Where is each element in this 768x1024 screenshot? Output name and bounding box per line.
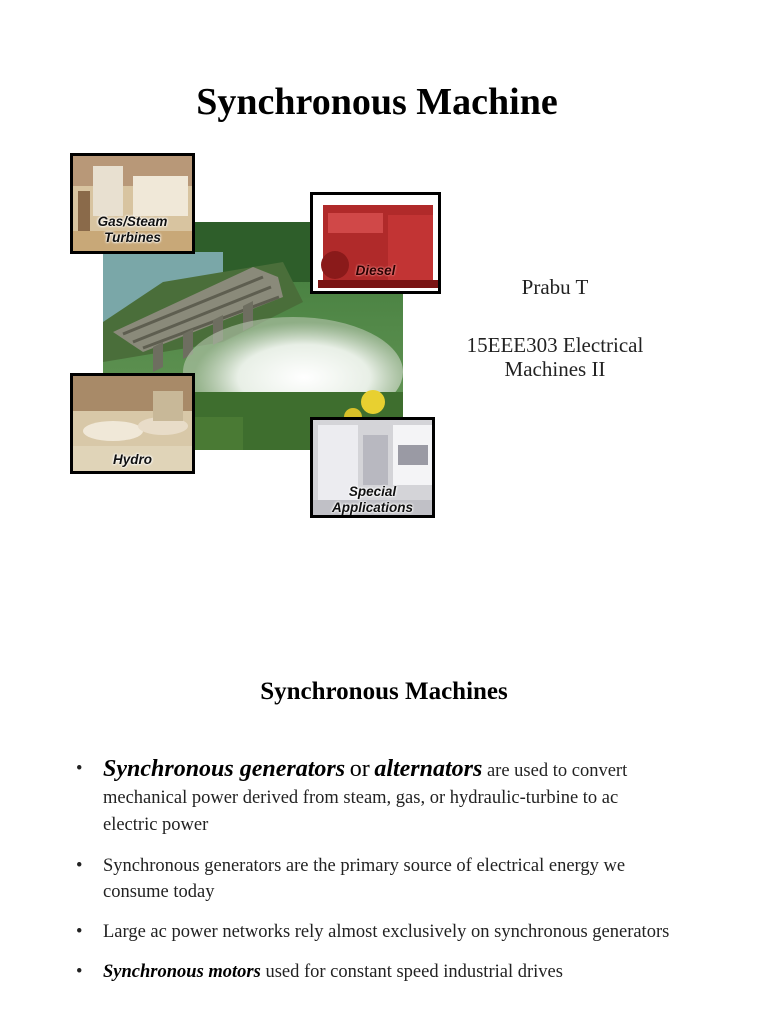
bullet-symbol: •	[76, 922, 83, 942]
gas-steam-label-line2: Turbines	[104, 230, 161, 245]
special-label-line2: Applications	[331, 500, 413, 515]
bullet-symbol: •	[76, 962, 83, 982]
hydro-label: Hydro	[112, 452, 152, 467]
list-item	[74, 919, 674, 945]
diesel-photo	[310, 192, 441, 294]
bullet-text-inline: are used to	[486, 761, 568, 781]
term-synchronous-motors: Synchronous motors	[103, 962, 261, 982]
diesel-label: Diesel	[355, 263, 396, 278]
list-item	[74, 959, 674, 985]
bullet-text: Synchronous generators are the primary source of electrical energy we consume today	[103, 856, 626, 902]
term-synchronous-generators: Synchronous generators	[103, 756, 346, 782]
author-name: Prabu T	[521, 275, 589, 299]
bullet-text: Large ac power networks rely almost exclusively on synchronous generators	[103, 922, 670, 942]
slide-title: Synchronous Machine	[196, 81, 558, 123]
special-label-line1: Special	[348, 484, 397, 499]
bullet-text: convert mechanical power derived from steam, gas, or hydraulic-turbine to ac electric power	[103, 761, 628, 835]
section-title: Synchronous Machines	[260, 678, 508, 705]
power-plant-collage	[60, 150, 460, 530]
course-line1: 15EEE303 Electrical	[466, 333, 644, 357]
bullet-list	[74, 756, 674, 999]
bullet-text: used for constant speed industrial drives	[265, 962, 563, 982]
hydro-photo	[70, 373, 195, 474]
term-alternators: alternators	[374, 756, 483, 782]
special-applications-photo	[310, 417, 435, 518]
bullet-symbol: •	[76, 856, 83, 876]
conjunction-or: or	[349, 756, 370, 782]
gas-steam-turbines-photo	[70, 153, 195, 254]
list-item	[74, 853, 674, 905]
list-item	[74, 756, 674, 839]
course-title	[440, 333, 670, 381]
course-line2: Machines II	[504, 357, 606, 381]
bullet-symbol: •	[76, 759, 83, 779]
gas-steam-label-line1: Gas/Steam	[97, 214, 168, 229]
